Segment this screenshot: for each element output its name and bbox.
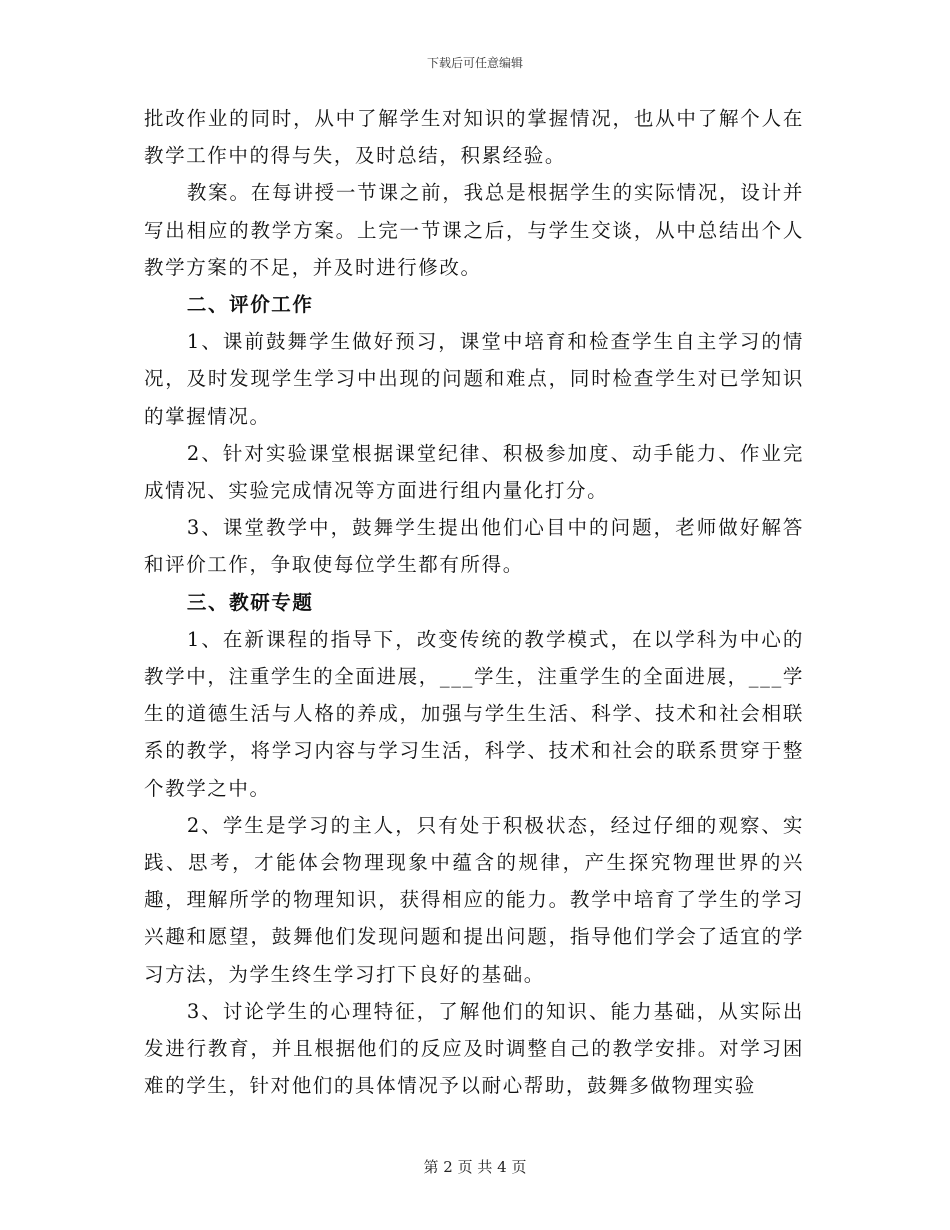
document-body [144,100,804,1104]
section-heading-evaluation: 二、评价工作 [186,293,314,317]
paragraph-research-3: 3、讨论学生的心理特征，了解他们的知识、能力基础，从实际出发进行教育，并且根据他们的反应及时调整自己的教学安排。对学习困难的学生，针对他们的具体情况予以耐心帮助，鼓舞多做物理实验 [144,999,804,1098]
paragraph-continued: 批改作业的同时，从中了解学生对知识的掌握情况，也从中了解个人在教学工作中的得与失，及时总结，积累经验。 [144,107,804,168]
paragraph-research-1: 1、在新课程的指导下，改变传统的教学模式，在以学科为中心的教学中，注重学生的全面进展，___学生，注重学生的全面进展，___学生的道德生活与人格的养成，加强与学生生活、科学、技术和社会相联系的教学，将学习内容与学习生活，科学、技术和社会的联系贯穿于整个教学之中。 [144,627,804,800]
paragraph-evaluation-3: 3、课堂教学中，鼓舞学生提出他们心目中的问题，老师做好解答和评价工作，争取使每位学生都有所得。 [144,516,804,577]
paragraph-evaluation-1: 1、课前鼓舞学生做好预习，课堂中培育和检查学生自主学习的情况，及时发现学生学习中出现的问题和难点，同时检查学生对已学知识的掌握情况。 [144,330,804,428]
section-heading-research: 三、教研专题 [186,590,314,614]
page-number-footer: 第 2 页 共 4 页 [423,1158,527,1176]
page-header: 下载后可任意编辑 [426,56,523,70]
paragraph-evaluation-2: 2、针对实验课堂根据课堂纪律、积极参加度、动手能力、作业完成情况、实验完成情况等方面进行组内量化打分。 [144,441,804,503]
paragraph-lesson-plan: 教案。在每讲授一节课之前，我总是根据学生的实际情况，设计并写出相应的教学方案。上完一节课之后，与学生交谈，从中总结出个人教学方案的不足，并及时进行修改。 [144,181,804,279]
paragraph-research-2: 2、学生是学习的主人，只有处于积极状态，经过仔细的观察、实践、思考，才能体会物理现象中蕴含的规律，产生探究物理世界的兴趣，理解所学的物理知识，获得相应的能力。教学中培育了学生的学习兴趣和愿望，鼓舞他们发现问题和提出问题，指导他们学会了适宜的学习方法，为学生终生学习打下良好的基础。 [144,813,804,986]
